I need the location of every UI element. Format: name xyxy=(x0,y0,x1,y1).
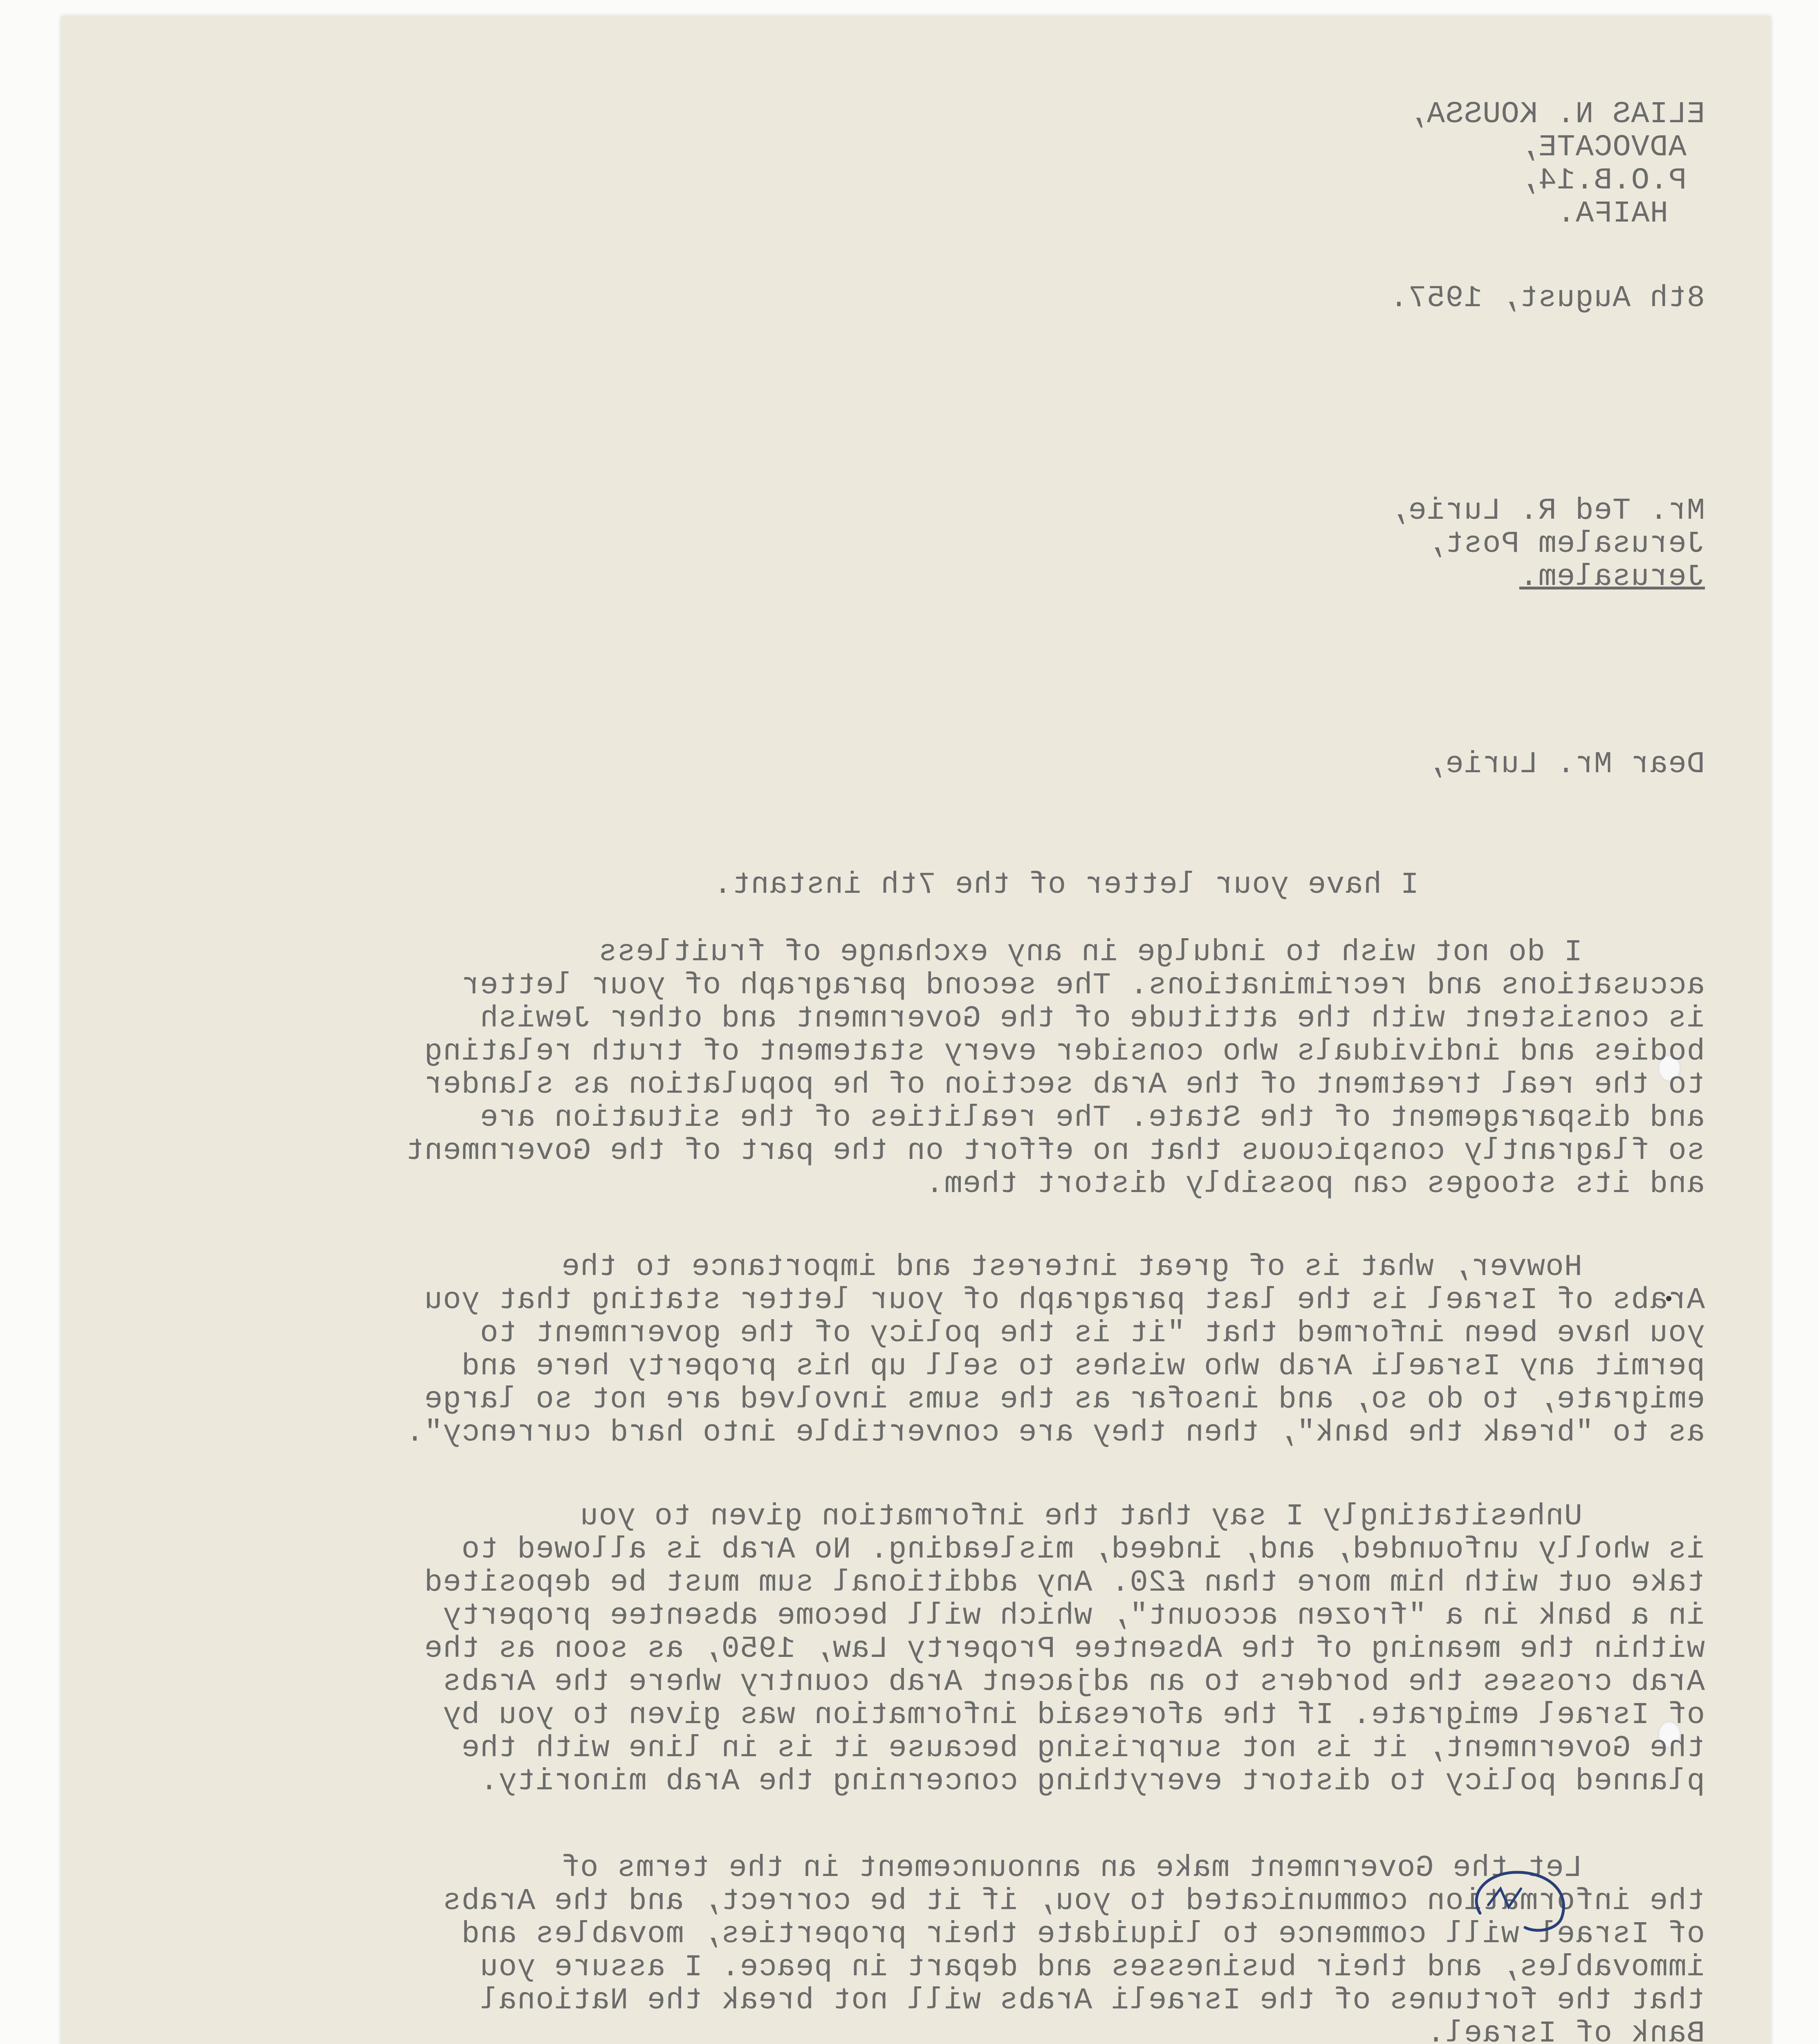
body-line: within the meaning of the Absentee Property Law, 1950, as soon as the xyxy=(424,1632,1705,1666)
body-paragraph-2 xyxy=(405,1251,1705,1450)
body-line: you have been informed that "it is the policy of the government to xyxy=(480,1316,1705,1351)
body-line: of Israel will commence to liquidate their properties, movables and xyxy=(461,1917,1705,1952)
body-line: Howver, what is of great interest and importance to the xyxy=(561,1250,1582,1284)
body-line: and disparagement of the State. The realities of the situation are xyxy=(480,1101,1705,1135)
letter-date: 8th August, 1957. xyxy=(1389,281,1705,316)
handwritten-margin-mark xyxy=(1464,1856,1595,1938)
body-line: bodies and individuals who consider every statement of truth relating xyxy=(424,1035,1705,1069)
body-paragraph-3 xyxy=(424,1500,1705,1798)
recipient-city: Jerusalem. xyxy=(1519,560,1705,594)
salutation: Dear Mr. Lurie, xyxy=(1426,747,1705,782)
body-line: so flagrantly conspicuous that no effort on the part of the Government xyxy=(405,1134,1705,1168)
body-line: Arabs of Israel is the last paragraph of your letter stating that you xyxy=(424,1283,1705,1318)
recipient-org: Jerusalem Post, xyxy=(1426,527,1705,561)
letter-sheet xyxy=(61,16,1770,2044)
letter-text-mirrored xyxy=(61,16,1770,2044)
body-line: the Government, it is not surprising because it is in line with the xyxy=(461,1731,1705,1766)
body-line: permit any Israeli Arab who wishes to sell up his property here and xyxy=(461,1349,1705,1384)
body-line: of Israel emigrate. If the aforesaid information was given to you by xyxy=(442,1698,1705,1732)
body-line: that the fortunes of the Israeli Arabs will not break the National xyxy=(480,1983,1705,2018)
letterhead-pobox: P.O.B.14, xyxy=(1519,164,1687,198)
body-line: is wholly unfounded, and, indeed, misleading. No Arab is allowed to xyxy=(461,1533,1705,1567)
body-line: is consistent with the attitude of the Government and other Jewish xyxy=(480,1002,1705,1036)
body-line: in a bank in a "frozen account", which will become absentee property xyxy=(442,1599,1705,1633)
letterhead-name: ELIAS N. KOUSSA, xyxy=(1408,97,1705,132)
acknowledgement: I have your letter of the 7th instant. xyxy=(713,868,1419,902)
body-line: Bank of Israel. xyxy=(1426,2017,1705,2044)
body-line: accusations and recriminations. The second paragraph of your letter xyxy=(461,968,1705,1003)
body-paragraph-1 xyxy=(405,936,1705,1201)
body-line: to the real treatment of the Arab section of he population as slander xyxy=(424,1068,1705,1102)
body-line: I do not wish to indulge in any exchange of fruitless xyxy=(598,935,1582,970)
recipient-name: Mr. Ted R. Lurie, xyxy=(1389,494,1705,528)
body-line: immovables, and their businesses and depart in peace. I assure you xyxy=(480,1950,1705,1985)
letterhead xyxy=(1408,98,1705,231)
body-line: Let the Government make an announcement in the terms of xyxy=(561,1851,1582,1885)
letterhead-city: HAIFA. xyxy=(1557,197,1668,231)
recipient-block xyxy=(1389,495,1705,594)
body-line: planned policy to distort everything concerning the Arab minority. xyxy=(480,1764,1705,1799)
body-line: and its stooges can possibly distort them. xyxy=(925,1167,1705,1201)
body-line: Arab crosses the borders to an adjacent Arab country where the Arabs xyxy=(442,1665,1705,1699)
body-line: as to "break the bank", then they are convertible into hard currency". xyxy=(405,1416,1705,1450)
body-line: the information communicated to you, if it be correct, and the Arabs xyxy=(442,1884,1705,1918)
letterhead-title: ADVOCATE, xyxy=(1519,130,1687,165)
body-line: Unhesitatingly I say that the information given to you xyxy=(580,1499,1582,1534)
body-line: emigrate, to do so, and insofar as the sums involved are not so large xyxy=(424,1383,1705,1417)
body-line: take out with him more than £20. Any additional sum must be deposited xyxy=(424,1566,1705,1600)
